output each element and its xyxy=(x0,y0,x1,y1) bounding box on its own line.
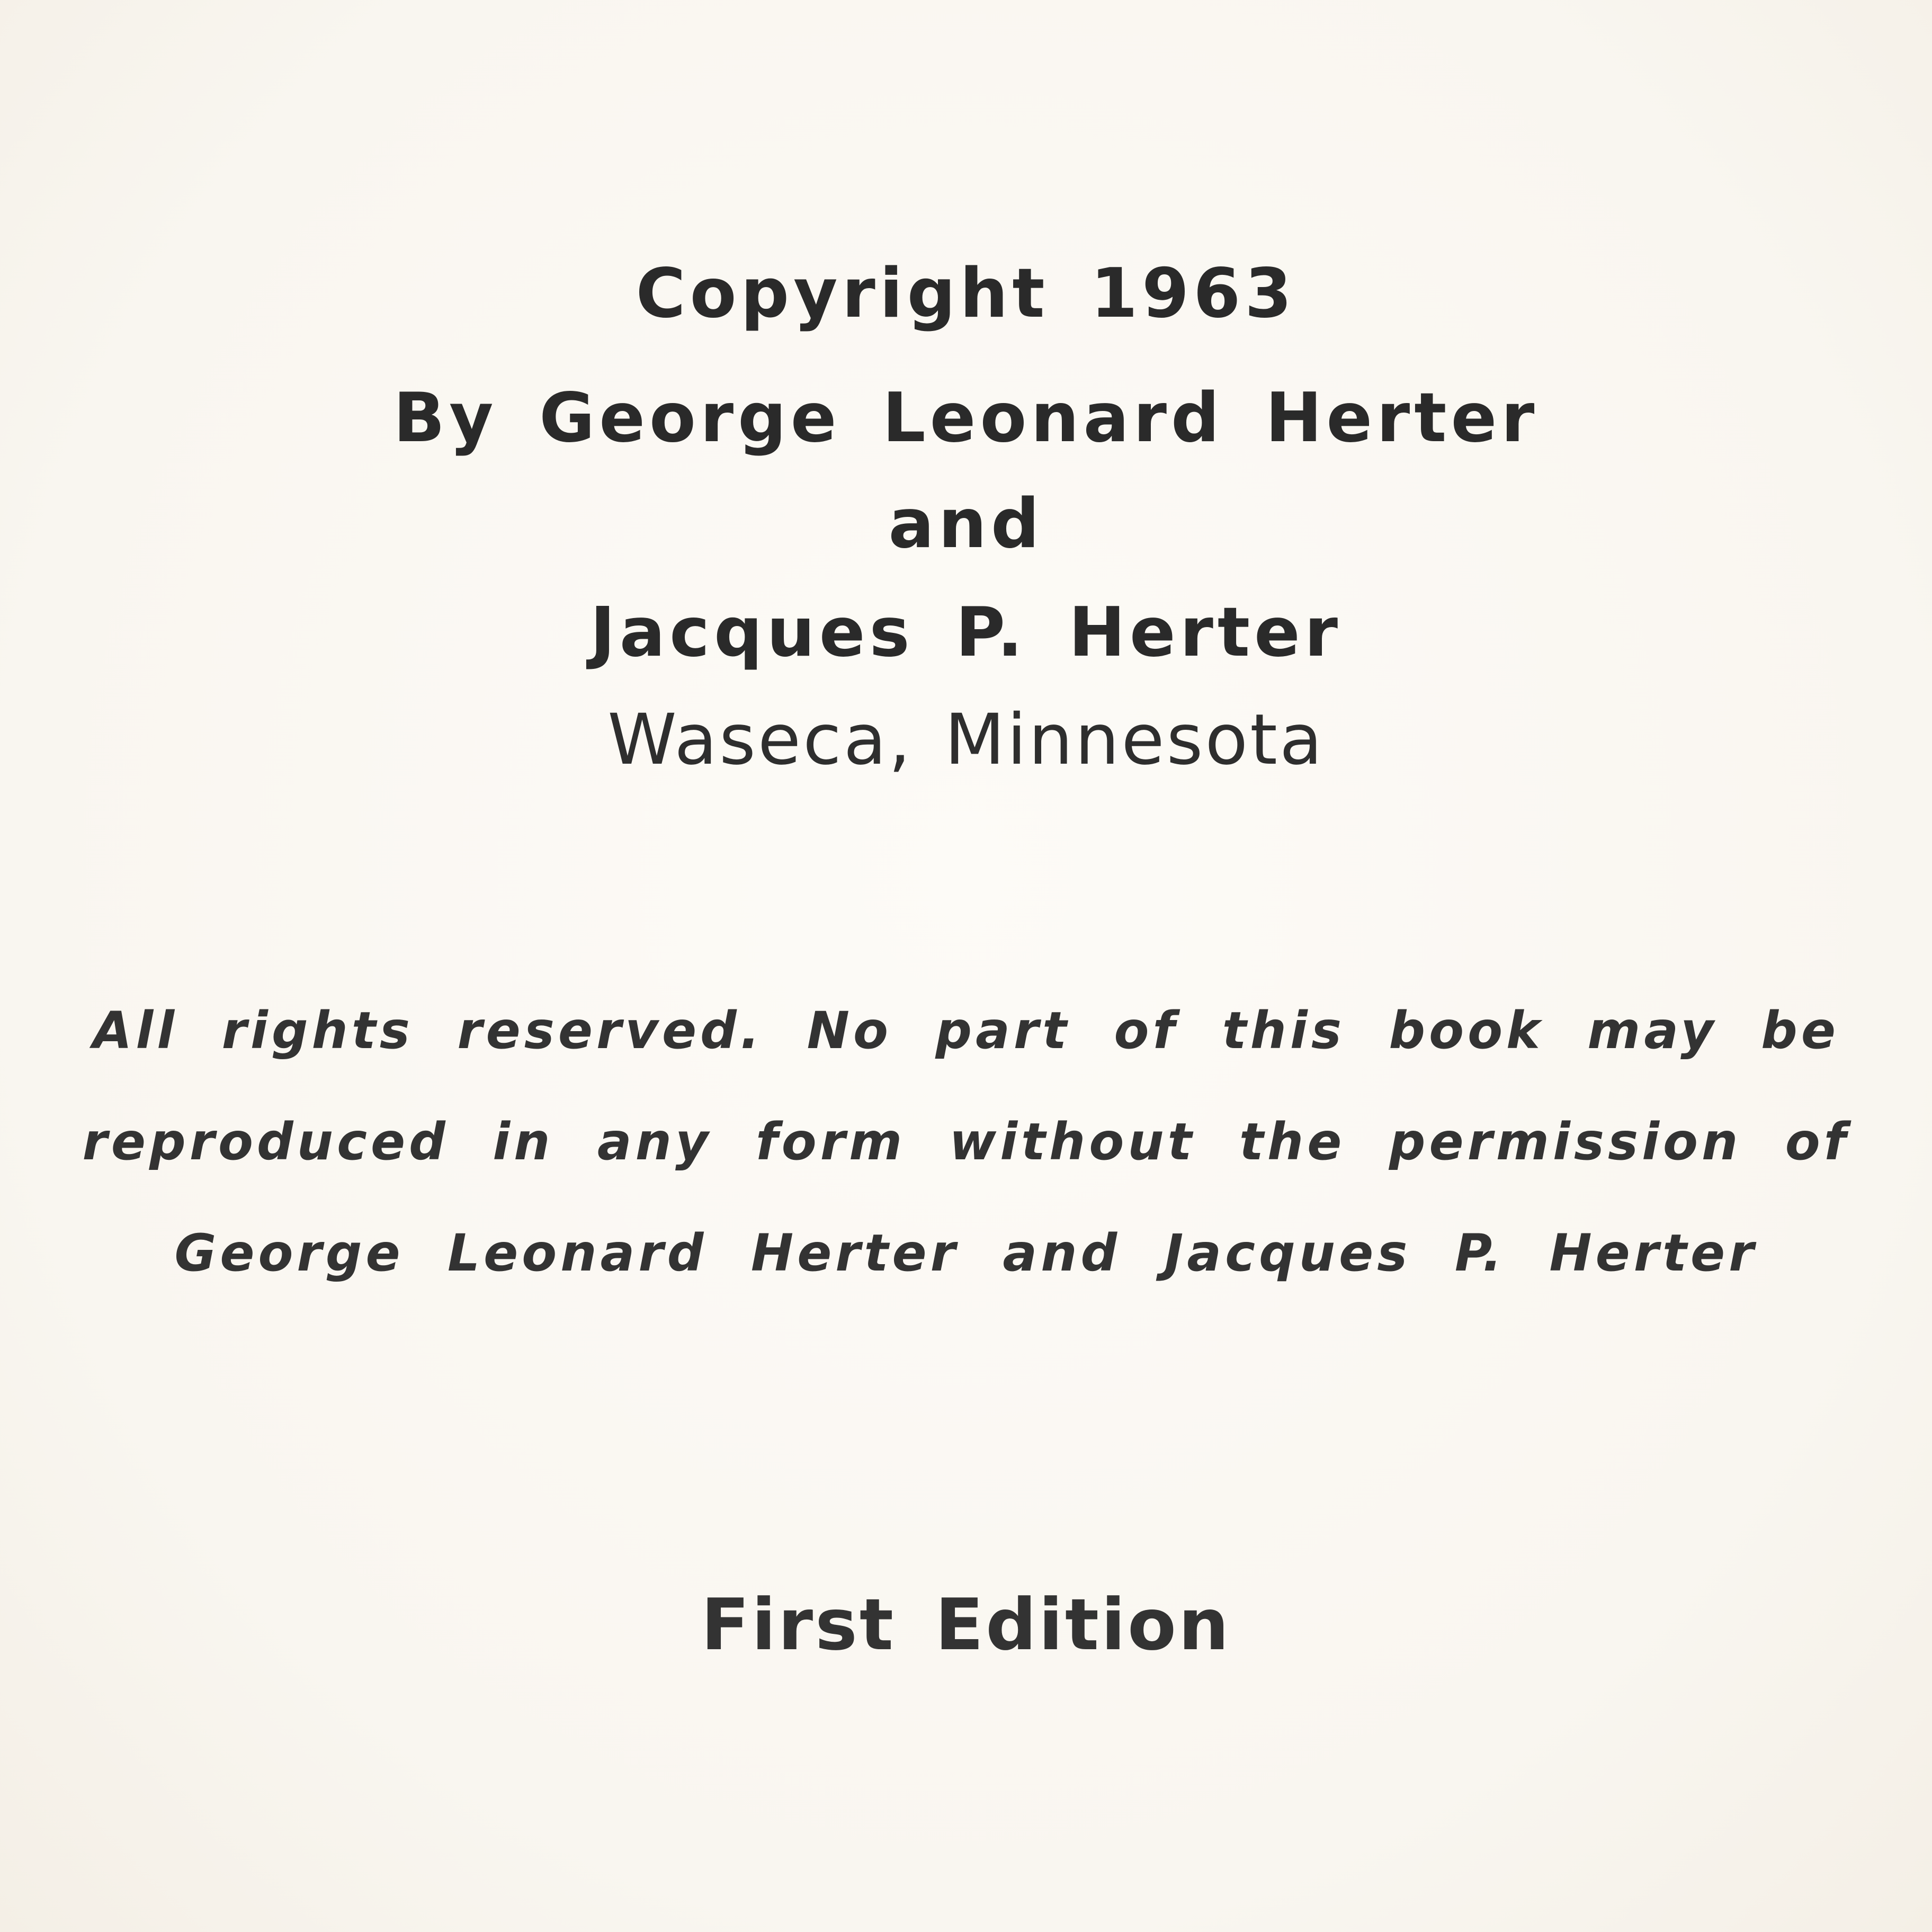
publisher-location: Waseca, Minnesota xyxy=(607,699,1325,781)
author-line-1: By George Leonard Herter xyxy=(393,379,1539,458)
rights-notice-line-2: reproduced in any form without the permission of xyxy=(82,1112,1850,1171)
edition-label: First Edition xyxy=(701,1584,1231,1666)
conjunction: and xyxy=(888,485,1044,564)
rights-notice-line-1: All rights reserved. No part of this book may be xyxy=(93,1001,1839,1060)
copyright-line: Copyright 1963 xyxy=(636,254,1296,333)
rights-notice-line-3: George Leonard Herter and Jacques P. Herter xyxy=(174,1223,1758,1283)
author-line-2: Jacques P. Herter xyxy=(590,593,1342,672)
